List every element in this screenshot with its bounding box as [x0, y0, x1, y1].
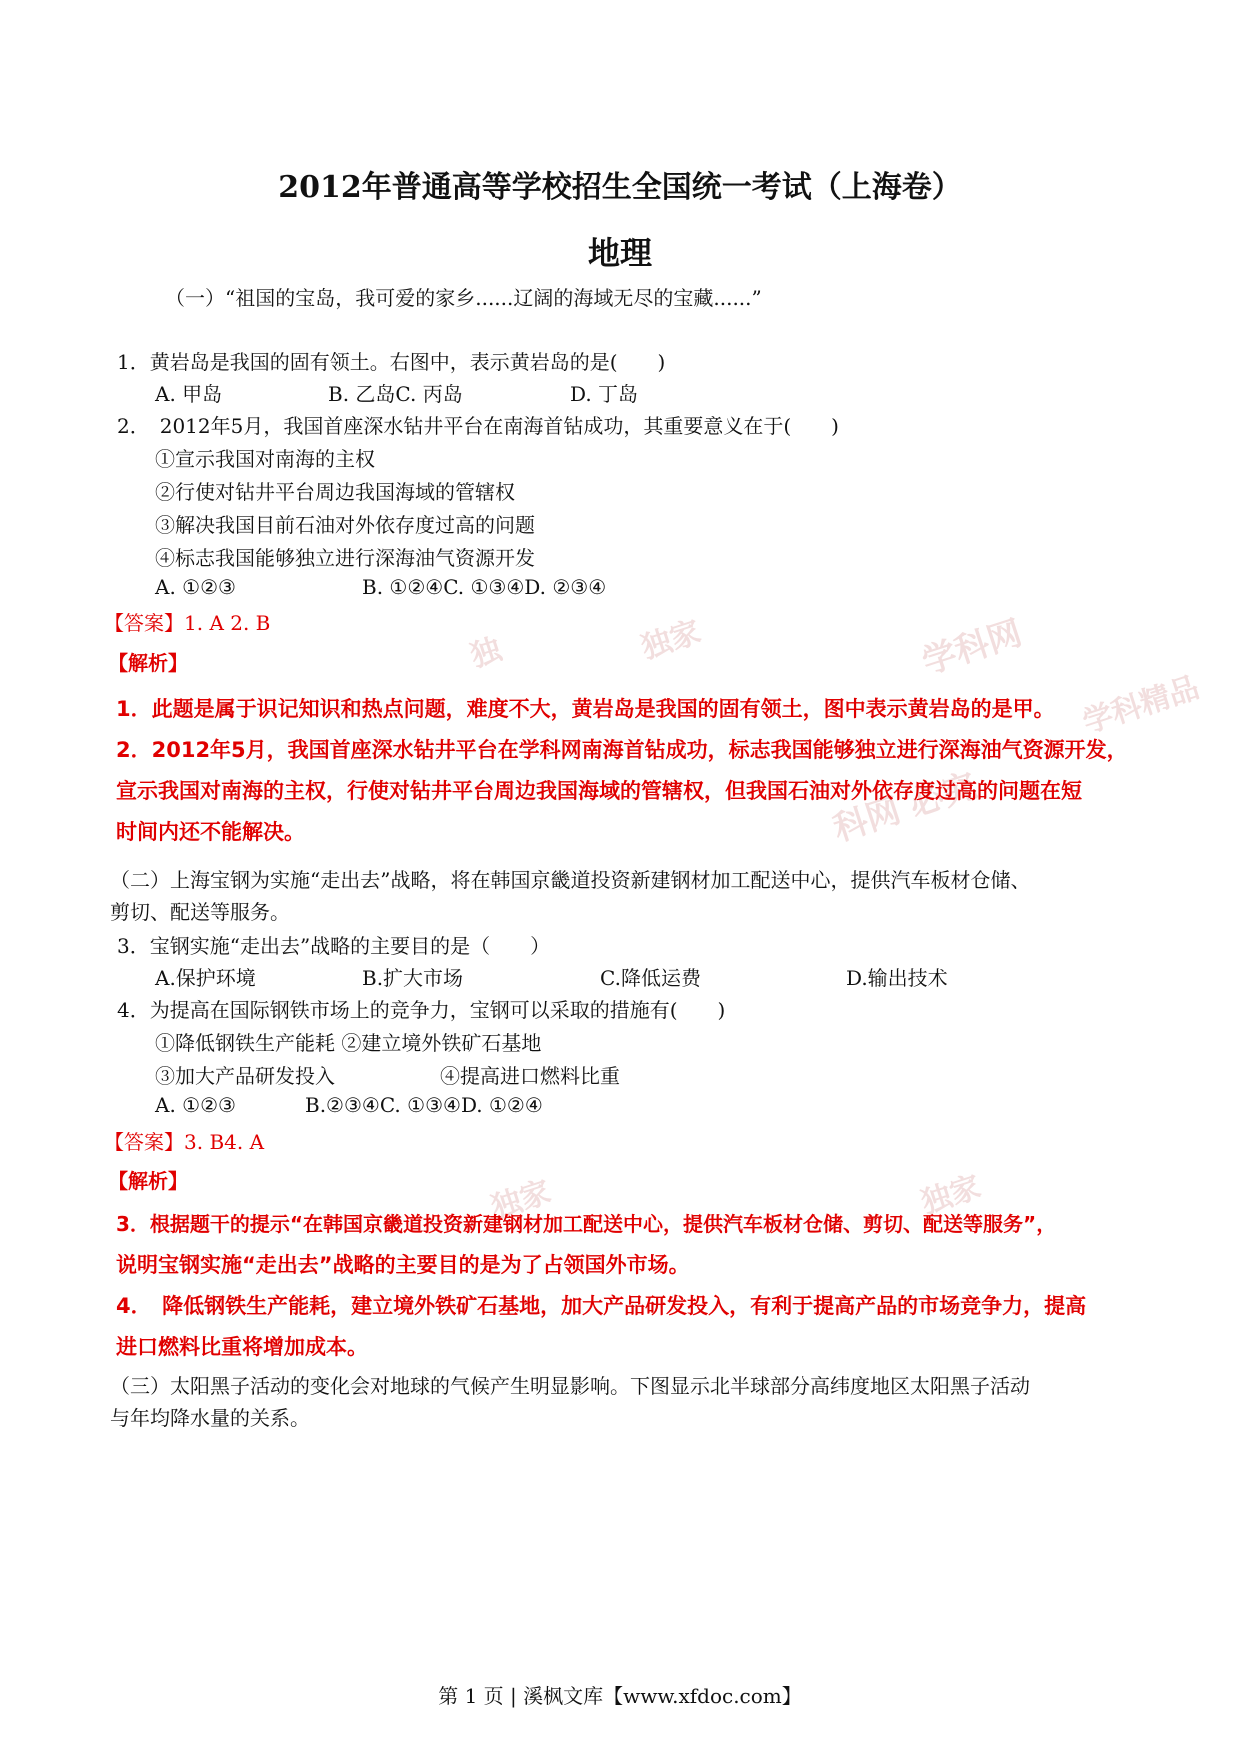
watermark: 独家 [637, 614, 706, 667]
analysis-text: 进口燃料比重将增加成本。 [116, 1335, 368, 1359]
analysis-text: 说明宝钢实施“走出去”战略的主要目的是为了占领国外市场。 [116, 1253, 690, 1277]
option-d: D.输出技术 [846, 966, 948, 990]
watermark: 独家 [487, 1174, 556, 1227]
question-4: 4．为提高在国际钢铁市场上的竞争力，宝钢可以采取的措施有( ) [117, 998, 726, 1022]
analysis-label-1: 【解析】 [108, 651, 188, 675]
option-bcd: B.②③④C. ①③④D. ①②④ [305, 1093, 543, 1117]
question-2-item: ①宣示我国对南海的主权 [155, 447, 375, 471]
section3-intro: （三）太阳黑子活动的变化会对地球的气候产生明显影响。下图显示北半球部分高纬度地区太阳黑子活动 [110, 1374, 1030, 1398]
analysis-text: 4． 降低钢铁生产能耗，建立境外铁矿石基地，加大产品研发投入，有利于提高产品的市场竞争力，提高 [116, 1294, 1087, 1318]
watermark: 独 [466, 632, 506, 675]
section1-intro: （一）“祖国的宝岛，我可爱的家乡......辽阔的海域无尽的宝藏......” [165, 286, 762, 310]
watermark: 学科精品 [1078, 670, 1204, 741]
question-4-item: ④提高进口燃料比重 [440, 1064, 620, 1088]
option-b: B.扩大市场 [362, 966, 464, 990]
option-a: A. ①②③ [155, 575, 236, 599]
question-1: 1．黄岩岛是我国的固有领土。右图中，表示黄岩岛的是( ) [117, 350, 666, 374]
question-4-item: ③加大产品研发投入 [155, 1064, 335, 1088]
analysis-text: 宣示我国对南海的主权，行使对钻井平台周边我国海域的管辖权，但我国石油对外依存度过高的问题在短 [116, 779, 1082, 803]
answer-1: 【答案】1. A 2. B [104, 611, 271, 635]
subject-title: 地理 [587, 234, 652, 272]
analysis-text: 2．2012年5月，我国首座深水钻井平台在学科网南海首钻成功，标志我国能够独立进行深海油气资源开发， [116, 738, 1128, 762]
analysis-text: 3．根据题干的提示“在韩国京畿道投资新建钢材加工配送中心，提供汽车板材仓储、剪切、配送等服务”， [116, 1212, 1057, 1236]
option-a: A. 甲岛 [155, 382, 223, 406]
page-title: 2012年普通高等学校招生全国统一考试（上海卷） [278, 170, 962, 205]
option-c: C.降低运费 [600, 966, 701, 990]
question-2-item: ④标志我国能够独立进行深海油气资源开发 [155, 546, 535, 570]
question-3: 3．宝钢实施“走出去”战略的主要目的是（ ） [117, 934, 551, 958]
question-2-item: ②行使对钻井平台周边我国海域的管辖权 [155, 480, 515, 504]
watermark: 学科网 [917, 613, 1027, 683]
page-footer: 第 1 页 | 溪枫文库【www.xfdoc.com】 [438, 1684, 802, 1708]
analysis-text: 时间内还不能解决。 [116, 820, 305, 844]
watermark: 科网 必究 [828, 765, 982, 850]
option-a: A.保护环境 [155, 966, 256, 990]
option-bc: B. 乙岛C. 丙岛 [328, 382, 463, 406]
answer-2: 【答案】3. B4. A [104, 1130, 265, 1154]
question-2-item: ③解决我国目前石油对外依存度过高的问题 [155, 513, 535, 537]
analysis-label-2: 【解析】 [108, 1169, 188, 1193]
option-d: D. 丁岛 [570, 382, 639, 406]
section2-intro: 剪切、配送等服务。 [110, 900, 290, 924]
watermark: 独家 [917, 1169, 986, 1222]
option-a: A. ①②③ [155, 1093, 236, 1117]
question-2: 2． 2012年5月，我国首座深水钻井平台在南海首钻成功，其重要意义在于( ) [117, 414, 839, 438]
section2-intro: （二）上海宝钢为实施“走出去”战略，将在韩国京畿道投资新建钢材加工配送中心，提供汽车板材仓储、 [110, 868, 1031, 892]
analysis-text: 1．此题是属于识记知识和热点问题，难度不大，黄岩岛是我国的固有领土，图中表示黄岩岛的是甲。 [116, 697, 1055, 721]
section3-intro: 与年均降水量的关系。 [110, 1406, 310, 1430]
option-bcd: B. ①②④C. ①③④D. ②③④ [362, 575, 607, 599]
question-4-item: ①降低钢铁生产能耗 ②建立境外铁矿石基地 [155, 1031, 542, 1055]
